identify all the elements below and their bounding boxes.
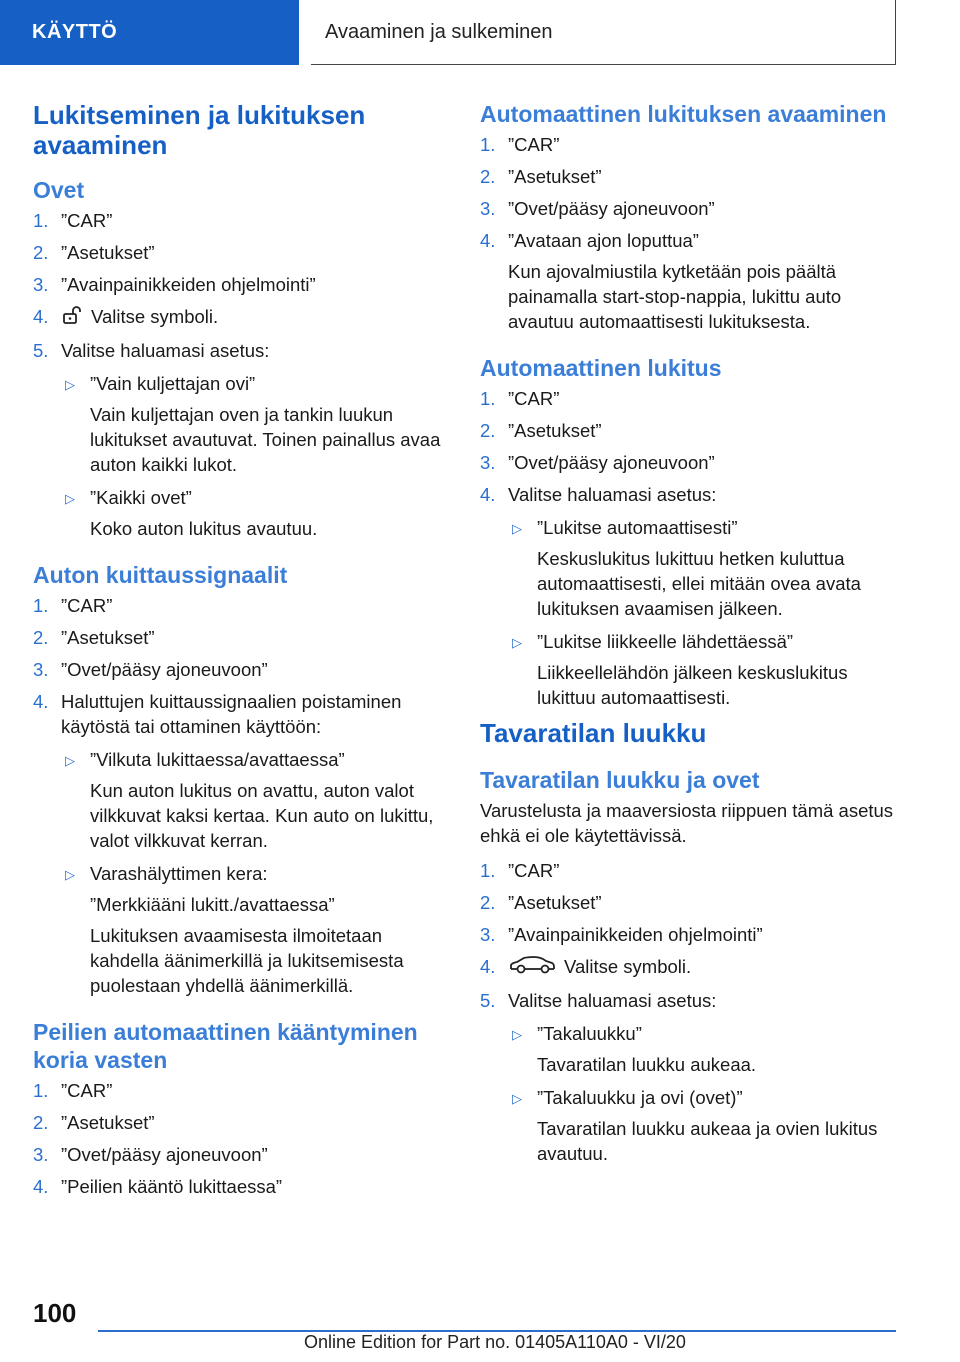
steps-tavaratila: [480, 858, 900, 1166]
list-item: 5. Valitse haluamasi asetus: ▷ ”Takaluukku” Tavaratilan luukku aukeaa. ▷ ”Takaluukku ja ovi (ovet)” Tavaratilan luukku aukeaa ja ovien lukitus avautuu.: [480, 988, 900, 1166]
list-item: 2. ”Asetukset”: [480, 166, 602, 187]
list-item: 4. Valitse symboli.: [33, 304, 453, 331]
steps-autolukitus: [480, 386, 900, 710]
section-label: KÄYTTÖ: [32, 21, 118, 43]
steps-autoavaus: [480, 132, 900, 334]
unlock-icon: [61, 305, 83, 331]
triangle-bullet-icon: ▷: [65, 867, 75, 883]
triangle-bullet-icon: ▷: [512, 1027, 522, 1043]
list-item: 4. ”Avataan ajon loputtua” Kun ajovalmiustila kytketään pois päältä painamalla start-stop-nappia, lukittu auto avautuu automaattisesti lukituksesta.: [480, 230, 842, 332]
list-item: 1. ”CAR”: [33, 595, 113, 617]
option-item: ▷ ”Kaikki ovet” Koko auton lukitus avautuu.: [65, 487, 318, 540]
section-title-tavaratila: Tavaratilan luukku: [480, 718, 707, 748]
list-item: 1. ”CAR”: [33, 1080, 113, 1102]
list-item: 2. ”Asetukset”: [33, 1112, 155, 1134]
left-column: [33, 100, 453, 1206]
option-item: ▷ ”Lukitse liikkeelle lähdettäessä” Liikkeellelähdön jälkeen keskuslukitus lukittuu automaattisesti.: [512, 631, 848, 708]
section-heading-peilit: Peilien automaattinen kääntyminen koria vasten: [33, 1019, 418, 1074]
triangle-bullet-icon: ▷: [65, 753, 75, 769]
list-item: 4. ”Peilien kääntö lukittaessa”: [33, 1176, 283, 1198]
steps-ovet: [33, 208, 453, 541]
header-section: [0, 0, 299, 65]
list-item: 3. ”Ovet/pääsy ajoneuvoon”: [33, 659, 268, 681]
list-item: 3. ”Avainpainikkeiden ohjelmointi”: [480, 924, 763, 945]
list-item: 3. ”Ovet/pääsy ajoneuvoon”: [480, 198, 715, 219]
option-item: ▷ ”Vilkuta lukittaessa/avattaessa” Kun auton lukitus on avattu, auton valot vilkkuvat kaksi kertaa. Kun auto on lukittu, valot vilkkuvat kerran.: [65, 749, 434, 852]
list-item: 1. ”CAR”: [33, 210, 113, 231]
section-heading-tavaratila: Tavaratilan luukku ja ovet: [480, 767, 760, 793]
list-item: 4. Haluttujen kuittaussignaalien poistaminen käytöstä tai ottaminen käyttöön: ▷ ”Vilkuta lukittaessa/avattaessa” Kun auton lukitus on avattu, auton valot vilkkuvat kaksi kertaa. Kun auto on lukittu, valot vilkkuvat kerran. ▷ Varashälyttimen kera: ”Merkkiääni lukitt./avattaessa” Lukituksen avaamisesta ilmoitetaan kahdella äänimerkillä ja lukitsemisesta puolestaan yhdellä äänimerkillä.: [33, 689, 453, 998]
list-item: 1. ”CAR”: [480, 388, 560, 409]
option-item: ▷ ”Takaluukku” Tavaratilan luukku aukeaa.: [512, 1023, 757, 1076]
section-heading-kuittaus: Auton kuittaussignaalit: [33, 562, 288, 589]
options: [508, 1021, 900, 1166]
page-number: 100: [33, 1298, 77, 1328]
option-item: ▷ ”Takaluukku ja ovi (ovet)” Tavaratilan luukku aukeaa ja ovien lukitus avautuu.: [512, 1087, 878, 1165]
list-item: 3. ”Ovet/pääsy ajoneuvoon”: [480, 452, 715, 473]
page-title: Lukitseminen ja lukituksen avaaminen: [33, 100, 366, 160]
list-item: 2. ”Asetukset”: [480, 420, 602, 441]
list-item: 4. Valitse haluamasi asetus: ▷ ”Lukitse automaattisesti” Keskuslukitus lukittuu hetken kuluttua automaattisesti, ellei mitään ovea avata lukituksen avaamisen jälkeen. ▷ ”Lukitse liikkeelle lähdettäessä” Liikkeellelähdön jälkeen keskuslukitus lukittuu automaattisesti.: [480, 482, 900, 710]
triangle-bullet-icon: ▷: [65, 377, 75, 393]
right-column: [480, 100, 900, 1174]
list-item: 1. ”CAR”: [480, 134, 560, 155]
list-item: 3. ”Ovet/pääsy ajoneuvoon”: [33, 1144, 268, 1166]
triangle-bullet-icon: ▷: [65, 491, 75, 507]
triangle-bullet-icon: ▷: [512, 1091, 522, 1107]
steps-peilit: [33, 1078, 453, 1199]
list-item: 4. Valitse symboli.: [480, 954, 900, 981]
car-icon: [508, 955, 556, 981]
list-item: 5. Valitse haluamasi asetus: ▷ ”Vain kuljettajan ovi” Vain kuljettajan oven ja tankin luukun lukitukset avautuvat. Toinen painallus avaa auton kaikki lukot. ▷ ”Kaikki ovet” Koko auton lukitus avautuu.: [33, 338, 453, 541]
options: [61, 747, 453, 998]
option-item: ▷ ”Vain kuljettajan ovi” Vain kuljettajan oven ja tankin luukun lukitukset avautuvat. Toinen painallus avaa auton kaikki lukot.: [65, 373, 441, 476]
chapter-label: Avaaminen ja sulkeminen: [325, 20, 553, 43]
intro-text: Varustelusta ja maaversiosta riippuen tämä asetus ehkä ei ole käytettävissä.: [480, 800, 894, 846]
steps-kuittaus: [33, 593, 453, 998]
list-item: 3. ”Avainpainikkeiden ohjelmointi”: [33, 274, 316, 295]
section-heading-autolukitus: Automaattinen lukitus: [480, 355, 722, 381]
list-item: 1. ”CAR”: [480, 860, 560, 881]
option-item: ▷ ”Lukitse automaattisesti” Keskuslukitus lukittuu hetken kuluttua automaattisesti, ellei mitään ovea avata lukituksen avaamisen jälkeen.: [512, 517, 861, 619]
footer-edition: Online Edition for Part no. 01405A110A0 - VI/20: [304, 1332, 686, 1352]
section-heading-autoavaus: Automaattinen lukituksen avaaminen: [480, 101, 887, 127]
triangle-bullet-icon: ▷: [512, 635, 522, 650]
list-item: 2. ”Asetukset”: [33, 627, 155, 649]
options: [61, 371, 453, 541]
options: [508, 515, 900, 710]
section-heading-ovet: Ovet: [33, 177, 85, 203]
list-item: 2. ”Asetukset”: [33, 242, 155, 263]
triangle-bullet-icon: ▷: [512, 521, 522, 536]
header-chapter: [311, 0, 896, 65]
list-item: 2. ”Asetukset”: [480, 892, 602, 913]
option-item: ▷ Varashälyttimen kera: ”Merkkiääni lukitt./avattaessa” Lukituksen avaamisesta ilmoitetaan kahdella äänimerkillä ja lukitsemisesta puolestaan yhdellä äänimerkillä.: [65, 863, 404, 997]
